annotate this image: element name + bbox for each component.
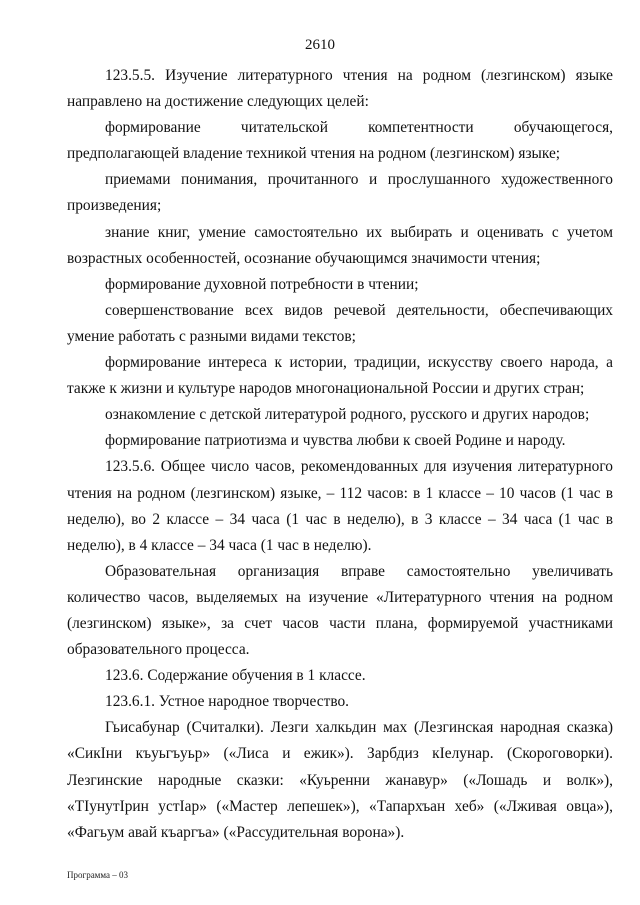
- goal-children-literature: ознакомление с детской литературой родного, русского и других народов;: [105, 406, 590, 424]
- paragraph-folk-works: Гьисабунар (Считалки). Лезги халкьдин мах (Лезгинская народная сказка) «СикIни къуьгъуьр» («Лиса и ежик»). Зарбдиз кIелунар. (Скороговорки). Лезгинские народные сказки: «Куьренни жанавур» («Лошадь и волк»), «ТIунутIрин устIар» («Мастер лепешек»), «Тапархъан хеб» («Лживая овца»), «Фагьум авай къаргъа» («Рассудительная ворона»).: [67, 719, 613, 841]
- section-heading-123-6-1: 123.6.1. Устное народное творчество.: [105, 693, 350, 711]
- goal-knowledge-of-books: знание книг, умение самостоятельно их выбирать и оценивать с учетом возрастных особенностей, осознание обучающимся значимости чтения;: [67, 223, 613, 267]
- goal-reading-competence: формирование читательской компетентности обучающегося, предполагающей владение техникой чтения на родном (лезгинском) языке;: [67, 119, 613, 163]
- paragraph-123-5-5: 123.5.5. Изучение литературного чтения на родном (лезгинском) языке направлено на достижение следующих целей:: [67, 67, 613, 111]
- goal-interest-in-history: формирование интереса к истории, традиции, искусству своего народа, а также к жизни и культуре народов многонациональной России и других стран;: [67, 354, 613, 398]
- page-number: 2610: [305, 37, 335, 53]
- goal-spiritual-need: формирование духовной потребности в чтении;: [105, 275, 419, 293]
- paragraph-organization-hours: Образовательная организация вправе самостоятельно увеличивать количество часов, выделяемых на изучение «Литературного чтения на родном (лезгинском) языке», за счет часов части плана, формируемой участниками образовательного процесса.: [67, 562, 613, 659]
- goal-comprehension-techniques: приемами понимания, прочитанного и прослушанного художественного произведения;: [67, 171, 613, 215]
- section-heading-123-6: 123.6. Содержание обучения в 1 классе.: [105, 667, 366, 685]
- paragraph-123-5-6: 123.5.6. Общее число часов, рекомендованных для изучения литературного чтения на родном (лезгинском) языке, – 112 часов: в 1 классе – 10 часов (1 час в неделю), во 2 классе – 34 часа (1 час в неделю), в 3 классе – 34 часа (1 час в неделю), в 4 классе – 34 часа (1 час в неделю).: [67, 458, 613, 554]
- footer-label: Программа – 03: [67, 870, 129, 880]
- document-body: [67, 63, 613, 846]
- goal-patriotism: формирование патриотизма и чувства любви к своей Родине и народу.: [105, 432, 566, 450]
- goal-speech-activity: совершенствование всех видов речевой деятельности, обеспечивающих умение работать с разными видами текстов;: [67, 301, 613, 345]
